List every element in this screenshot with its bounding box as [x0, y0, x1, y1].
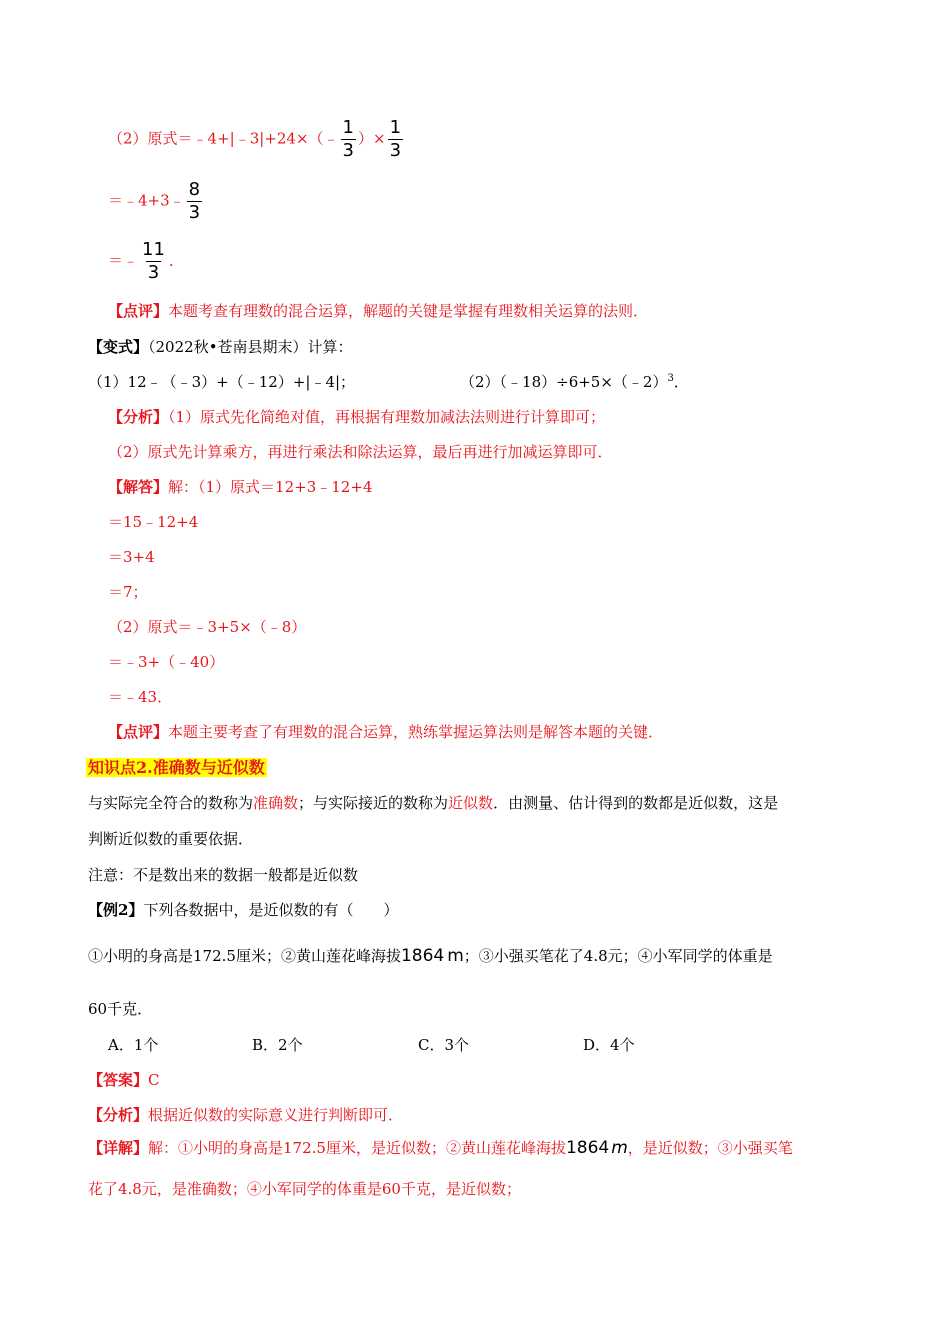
answer-2: [88, 1069, 160, 1090]
math-number: 1864: [400, 946, 445, 966]
solution-line-2: [108, 180, 204, 223]
variant-q2: [460, 371, 689, 392]
knowledge-text: ．由测量、估计得到的数都是近似数，这是: [493, 794, 779, 812]
fraction-numerator: 1: [389, 117, 402, 138]
knowledge-paragraph-line-1: [88, 792, 778, 813]
fraction-one-third-a: [341, 118, 356, 161]
variant-q2-prefix: （2）（﹣18）÷6+5×（﹣2）: [460, 373, 668, 391]
example-2-text: ；③小强买笔花了4.8元；④小军同学的体重是: [463, 947, 773, 965]
analysis-1-tag: 【分析】: [108, 408, 169, 426]
analysis-1-line-2: （2）原式先计算乘方，再进行乘法和除法运算，最后再进行加减运算即可．: [108, 443, 613, 461]
answer-1-line-2: ＝15﹣12+4: [108, 513, 199, 531]
solution-line-3: [108, 240, 184, 283]
fraction-eleven-thirds: [140, 240, 167, 283]
fraction-denominator: 3: [188, 202, 201, 223]
solution-line-1: [108, 118, 405, 161]
review-2: [108, 721, 663, 742]
variant-q2-suffix: ．: [673, 373, 689, 391]
detail-2-text: ，是近似数；③小强买笔: [627, 1139, 793, 1157]
answer-1-tag: 【解答】: [108, 478, 169, 496]
option-d: D．4个: [583, 1036, 635, 1054]
fraction-denominator: 3: [342, 140, 354, 161]
option-c: C．3个: [418, 1036, 470, 1054]
analysis-2-text: 根据近似数的实际意义进行判断即可．: [148, 1106, 404, 1124]
fraction-numerator: 8: [188, 179, 201, 200]
solution-line-3-suffix: ．: [168, 251, 184, 270]
term-approximate-number: 近似数: [448, 794, 494, 812]
example-2-line-2: 60千克．: [88, 1000, 153, 1018]
answer-1-line-6: ＝﹣3+（﹣40）: [108, 653, 225, 671]
answer-1-line-4: ＝7；: [108, 583, 148, 601]
answer-1-line-3: ＝3+4: [108, 548, 155, 566]
review-2-text: 本题主要考查了有理数的混合运算，熟练掌握运算法则是解答本题的关键．: [168, 723, 664, 741]
knowledge-note: 注意：不是数出来的数据一般都是近似数: [88, 866, 359, 884]
answer-1-line-7: ＝﹣43．: [108, 688, 173, 706]
review-1-tag: 【点评】: [108, 302, 169, 320]
math-number: 1864: [565, 1138, 610, 1158]
answer-1-line-1: [108, 476, 372, 497]
fraction-numerator: 11: [142, 239, 165, 260]
fraction-one-third-b: [388, 118, 403, 161]
answer-2-value: C: [148, 1071, 160, 1089]
detail-2-line-2: 花了4.8元，是准确数；④小军同学的体重是60千克，是近似数；: [88, 1180, 521, 1198]
fraction-denominator: 3: [389, 140, 402, 161]
example-2-heading: [88, 899, 398, 920]
math-unit: m: [447, 946, 464, 966]
variant-heading: [88, 336, 353, 357]
fraction-denominator: 3: [147, 262, 160, 283]
fraction-numerator: 1: [342, 117, 354, 138]
detail-2-line-1: [88, 1137, 793, 1158]
knowledge-paragraph-line-2: 判断近似数的重要依据．: [88, 830, 254, 848]
solution-line-3-prefix: ＝﹣: [108, 251, 139, 270]
knowledge-text: 与实际完全符合的数称为: [88, 794, 254, 812]
solution-line-1-prefix: （2）原式＝﹣4+|﹣3|+24×（﹣: [108, 129, 339, 148]
example-2-tag: 【例2】: [88, 901, 144, 919]
detail-2-text: 解：①小明的身高是172.5厘米，是近似数；②黄山莲花峰海拔: [148, 1139, 566, 1157]
variant-text: （2022秋•苍南县期末）计算：: [148, 338, 353, 356]
variant-tag: 【变式】: [88, 338, 149, 356]
term-exact-number: 准确数: [253, 794, 299, 812]
answer-1-line-5: （2）原式＝﹣3+5×（﹣8）: [108, 618, 307, 636]
option-a: A．1个: [108, 1036, 159, 1054]
math-unit: m: [611, 1138, 628, 1158]
analysis-2: [88, 1104, 403, 1125]
answer-2-tag: 【答案】: [88, 1071, 149, 1089]
example-2-text: ①小明的身高是172.5厘米；②黄山莲花峰海拔: [88, 947, 401, 965]
knowledge-heading: [86, 755, 267, 778]
option-b: B．2个: [252, 1036, 303, 1054]
answer-1-text: 解：（1）原式＝12+3﹣12+4: [168, 478, 373, 496]
example-2-line-1: [88, 945, 773, 966]
fraction-eight-thirds: [187, 180, 202, 223]
review-1: [108, 300, 648, 321]
knowledge-heading-text: 知识点2.准确数与近似数: [88, 758, 265, 777]
analysis-1-line-1: [108, 406, 605, 427]
review-1-text: 本题考查有理数的混合运算，解题的关键是掌握有理数相关运算的法则．: [168, 302, 649, 320]
analysis-1-text: （1）原式先化简绝对值，再根据有理数加减法法则进行计算即可；: [168, 408, 606, 426]
variant-q2-exponent: 3: [667, 373, 674, 384]
detail-2-tag: 【详解】: [88, 1139, 149, 1157]
knowledge-text: ；与实际接近的数称为: [298, 794, 449, 812]
review-2-tag: 【点评】: [108, 723, 169, 741]
analysis-2-tag: 【分析】: [88, 1106, 149, 1124]
variant-q1: （1）12﹣（﹣3）+（﹣12）+|﹣4|；: [88, 373, 356, 391]
example-2-question: 下列各数据中，是近似数的有（ ）: [143, 901, 399, 919]
solution-line-1-mid: ）×: [357, 129, 386, 148]
solution-line-2-prefix: ＝﹣4+3﹣: [108, 191, 185, 210]
